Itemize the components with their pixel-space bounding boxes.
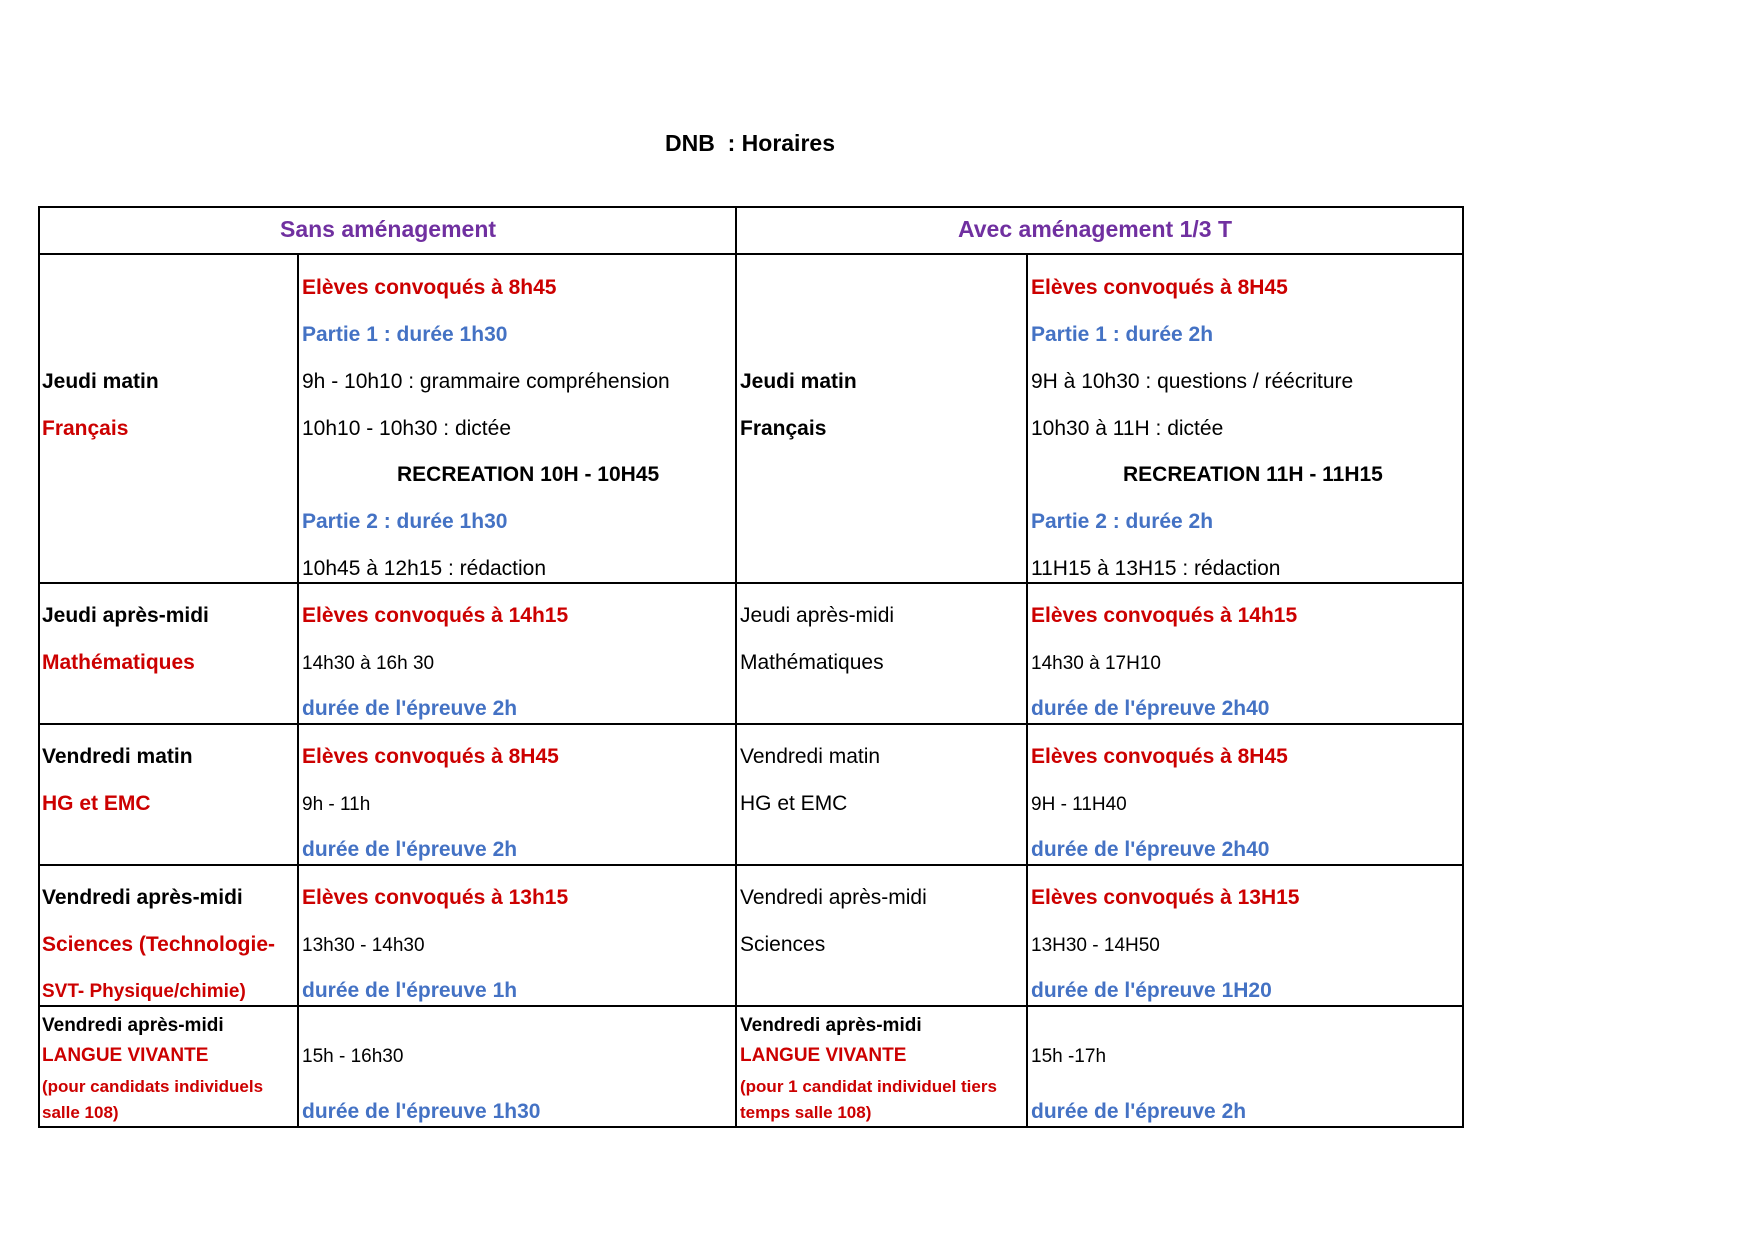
table-border: [38, 582, 1464, 584]
schedule-line: 10h30 à 11H : dictée: [1031, 417, 1224, 440]
table-border: [38, 206, 40, 1128]
convocation-time: Elèves convoqués à 13h15: [302, 886, 569, 909]
row-label-day: Vendredi après-midi: [42, 1015, 224, 1036]
table-border: [38, 864, 1464, 866]
schedule-table: [38, 206, 1464, 1128]
schedule-line: 11H15 à 13H15 : rédaction: [1031, 557, 1281, 580]
row-label-note: salle 108): [42, 1103, 119, 1122]
row-label-subject: Français: [740, 417, 827, 440]
exam-duration: durée de l'épreuve 1h: [302, 979, 518, 1002]
row-label-day: Vendredi matin: [740, 745, 881, 768]
row-label-day: Jeudi après-midi: [740, 604, 895, 627]
row-label-subject: Sciences: [740, 933, 826, 956]
exam-duration: durée de l'épreuve 2h40: [1031, 838, 1270, 861]
convocation-time: Elèves convoqués à 14h15: [1031, 604, 1298, 627]
schedule-line: 9h - 11h: [302, 794, 371, 815]
table-border: [297, 253, 299, 1128]
row-label-subject: Français: [42, 417, 129, 440]
exam-duration: durée de l'épreuve 1h30: [302, 1100, 541, 1123]
row-label-subject: Sciences (Technologie-: [42, 933, 275, 956]
header-sans-amenagement: Sans aménagement: [280, 216, 497, 242]
row-label-day: Jeudi matin: [42, 370, 159, 393]
row-label-day: Jeudi après-midi: [42, 604, 209, 627]
row-label-day: Vendredi matin: [42, 745, 193, 768]
convocation-time: Elèves convoqués à 8H45: [302, 745, 559, 768]
row-label-subject: LANGUE VIVANTE: [42, 1045, 209, 1066]
row-label-subject: HG et EMC: [42, 792, 151, 815]
convocation-time: Elèves convoqués à 8H45: [1031, 276, 1288, 299]
table-border: [38, 1126, 1464, 1128]
part-duration: Partie 2 : durée 2h: [1031, 510, 1214, 533]
convocation-time: Elèves convoqués à 8h45: [302, 276, 557, 299]
row-label-day: Vendredi après-midi: [740, 1015, 922, 1036]
schedule-line: 14h30 à 17H10: [1031, 653, 1161, 674]
convocation-time: Elèves convoqués à 8H45: [1031, 745, 1288, 768]
exam-duration: durée de l'épreuve 1H20: [1031, 979, 1272, 1002]
exam-duration: durée de l'épreuve 2h40: [1031, 697, 1270, 720]
row-label-day: Vendredi après-midi: [42, 886, 243, 909]
schedule-line: 13h30 - 14h30: [302, 935, 425, 956]
schedule-line: 10h45 à 12h15 : rédaction: [302, 557, 547, 580]
exam-duration: durée de l'épreuve 2h: [302, 697, 518, 720]
row-label-day: Jeudi matin: [740, 370, 857, 393]
table-border: [1026, 253, 1028, 1128]
row-label-subject: Mathématiques: [740, 651, 884, 674]
table-border: [735, 206, 737, 1128]
schedule-line: 15h -17h: [1031, 1046, 1107, 1067]
row-label-subject: LANGUE VIVANTE: [740, 1045, 907, 1066]
table-border: [38, 206, 1464, 208]
schedule-line: 9H à 10h30 : questions / réécriture: [1031, 370, 1354, 393]
row-label-day: Vendredi après-midi: [740, 886, 927, 909]
part-duration: Partie 1 : durée 2h: [1031, 323, 1214, 346]
table-border: [1462, 206, 1464, 1128]
table-border: [38, 253, 1464, 255]
table-border: [38, 1005, 1464, 1007]
row-label-note: (pour 1 candidat individuel tiers: [740, 1077, 997, 1096]
schedule-line: 9h - 10h10 : grammaire compréhension: [302, 370, 670, 393]
row-label-subject: SVT- Physique/chimie): [42, 981, 246, 1002]
convocation-time: Elèves convoqués à 13H15: [1031, 886, 1300, 909]
row-label-note: (pour candidats individuels: [42, 1077, 264, 1096]
header-avec-amenagement: Avec aménagement 1/3 T: [958, 216, 1232, 242]
part-duration: Partie 2 : durée 1h30: [302, 510, 508, 533]
convocation-time: Elèves convoqués à 14h15: [302, 604, 569, 627]
row-label-note: temps salle 108): [740, 1103, 872, 1122]
exam-duration: durée de l'épreuve 2h: [1031, 1100, 1247, 1123]
row-label-subject: HG et EMC: [740, 792, 848, 815]
schedule-line: 9H - 11H40: [1031, 794, 1127, 815]
schedule-line: 15h - 16h30: [302, 1046, 404, 1067]
break-time: RECREATION 11H - 11H15: [1123, 463, 1383, 486]
exam-duration: durée de l'épreuve 2h: [302, 838, 518, 861]
part-duration: Partie 1 : durée 1h30: [302, 323, 508, 346]
row-label-subject: Mathématiques: [42, 651, 195, 674]
page-title: DNB : Horaires: [665, 130, 835, 156]
schedule-line: 13H30 - 14H50: [1031, 935, 1160, 956]
schedule-line: 14h30 à 16h 30: [302, 653, 435, 674]
schedule-line: 10h10 - 10h30 : dictée: [302, 417, 511, 440]
break-time: RECREATION 10H - 10H45: [397, 463, 660, 486]
table-border: [38, 723, 1464, 725]
